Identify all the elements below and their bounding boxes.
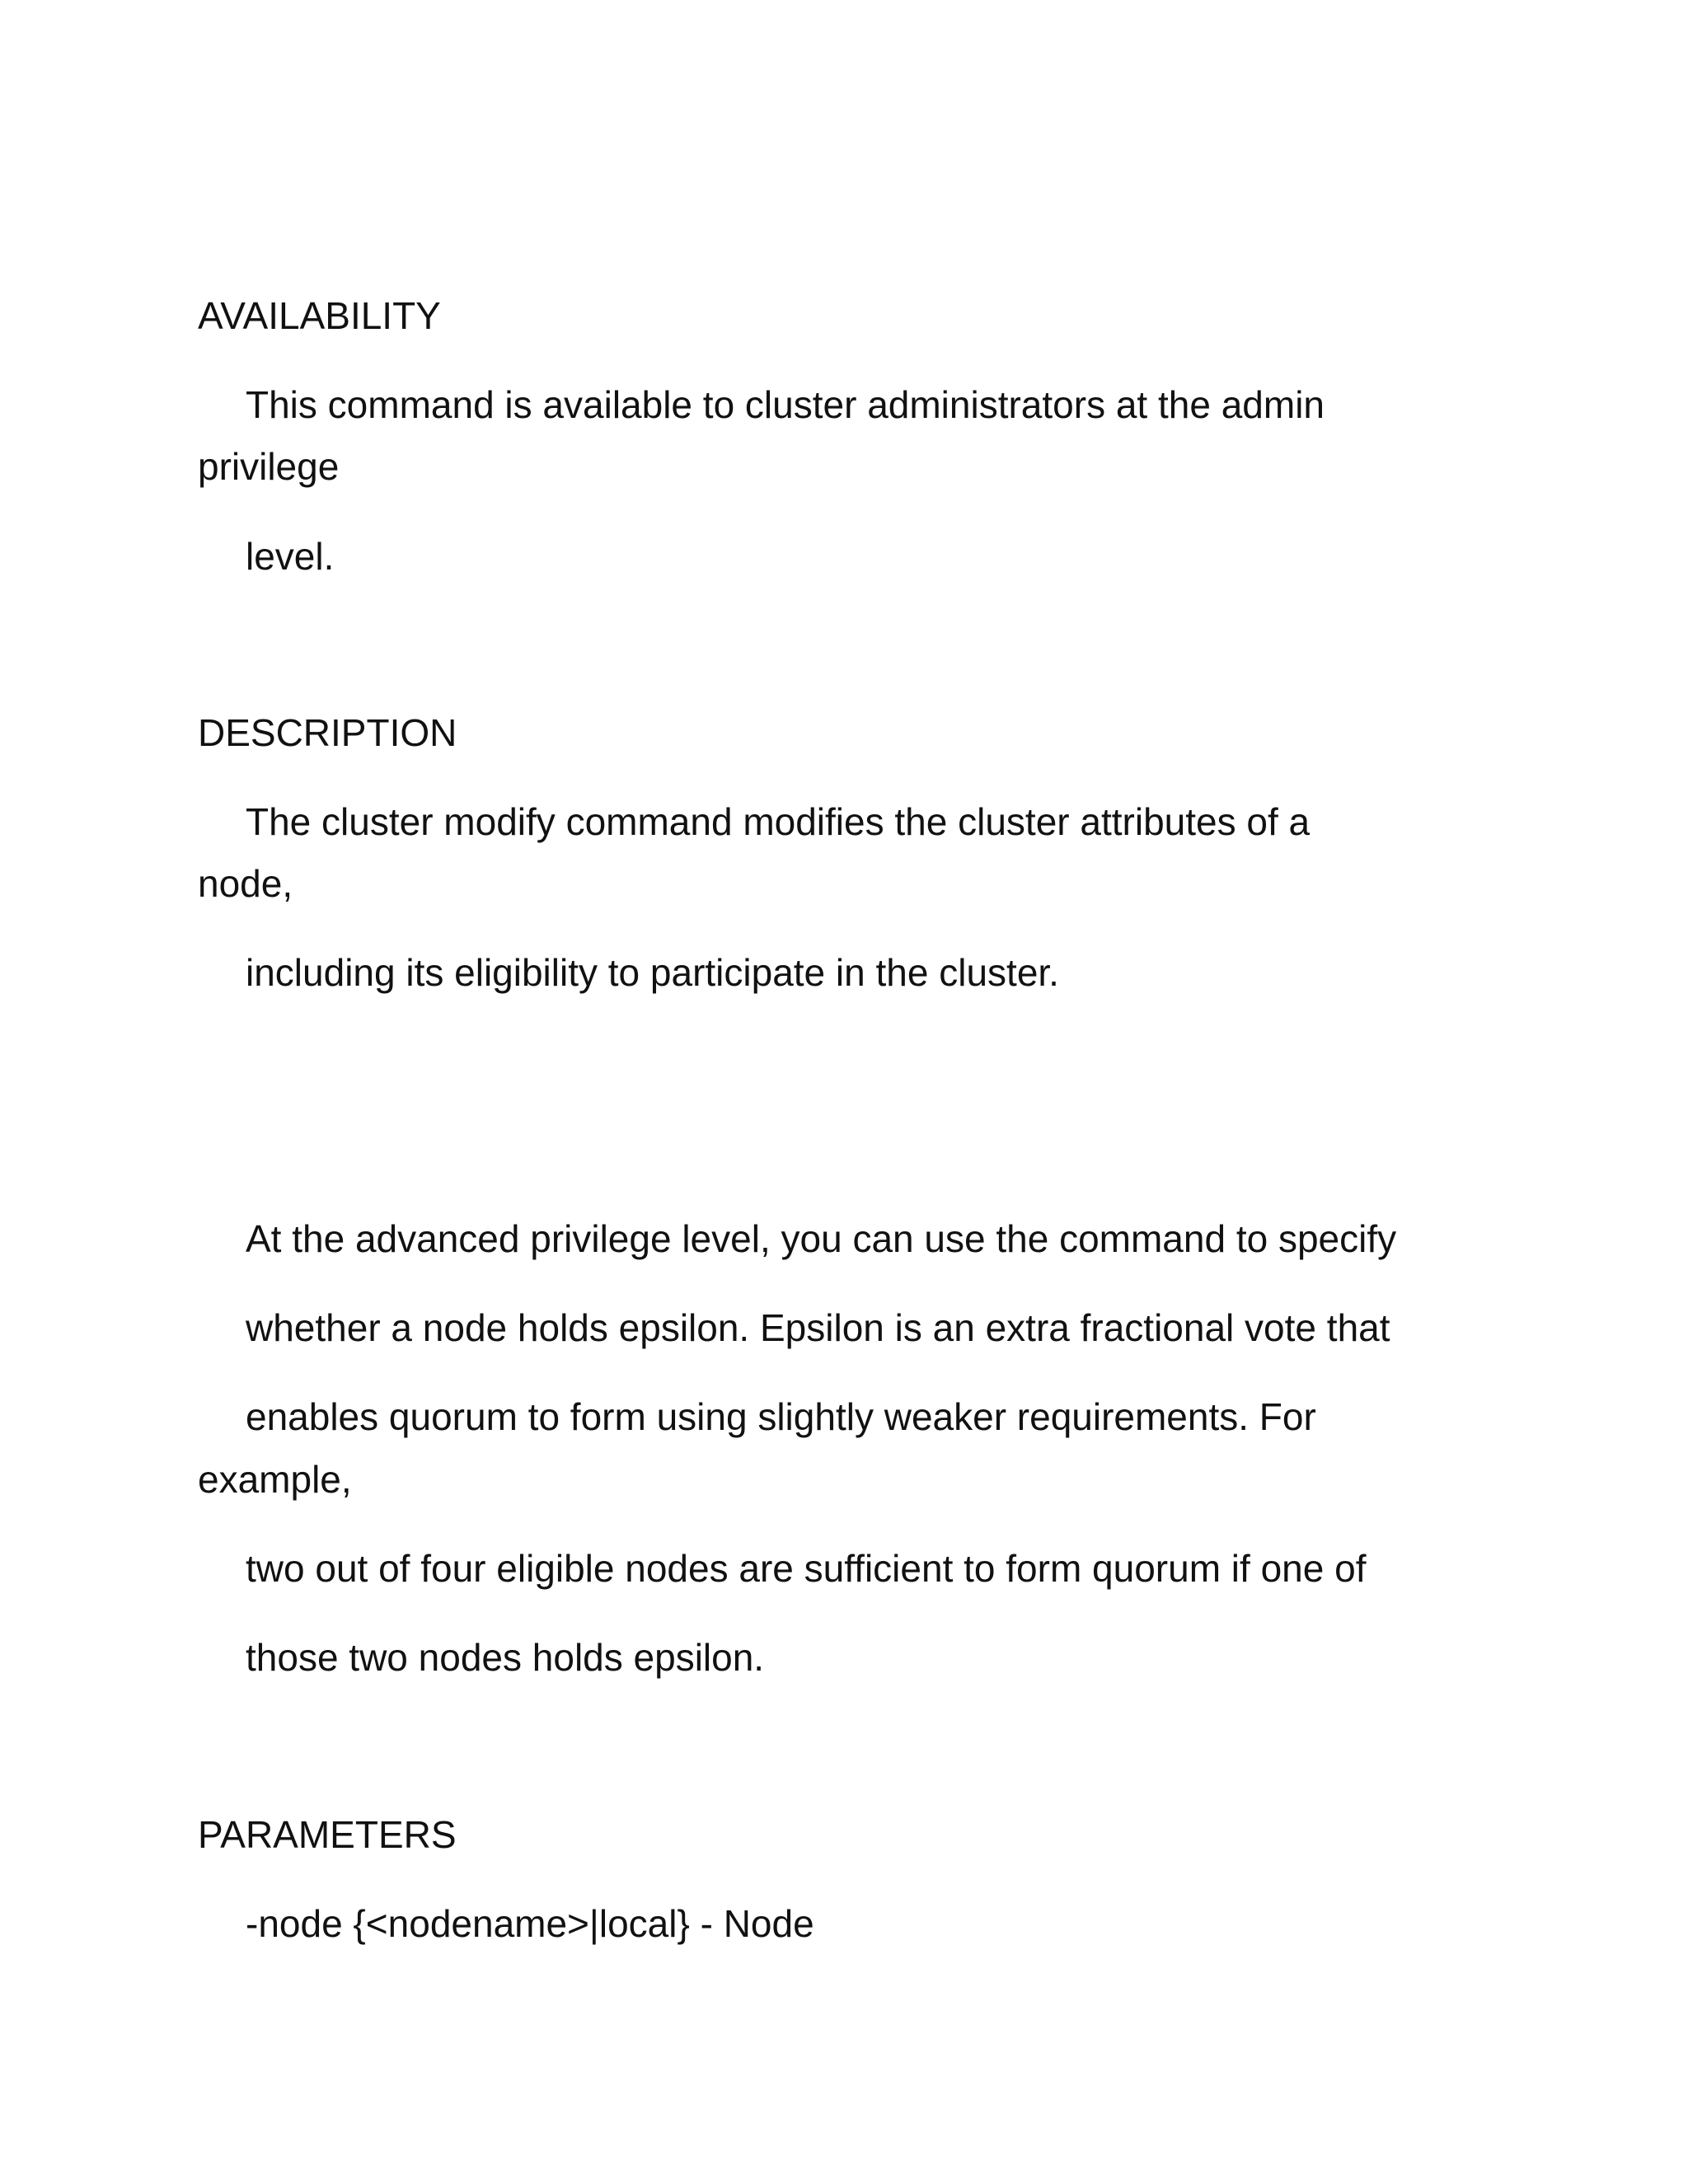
availability-line: privilege <box>198 445 340 488</box>
description-line: including its eligibility to participate in the cluster. <box>246 951 1059 994</box>
availability-heading: AVAILABILITY <box>198 294 441 337</box>
description-line: those two nodes holds epsilon. <box>246 1636 765 1679</box>
description-line: At the advanced privilege level, you can use the command to specify <box>246 1217 1397 1260</box>
description-line: whether a node holds epsilon. Epsilon is an extra fractional vote that <box>246 1306 1390 1349</box>
parameters-heading: PARAMETERS <box>198 1813 457 1856</box>
description-line: node, <box>198 862 293 905</box>
description-line: example, <box>198 1458 352 1501</box>
description-line: The cluster modify command modifies the cluster attributes of a <box>246 800 1311 843</box>
description-line: two out of four eligible nodes are sufficient to form quorum if one of <box>246 1547 1367 1590</box>
description-line: enables quorum to form using slightly weaker requirements. For <box>246 1395 1316 1438</box>
availability-line: level. <box>246 535 335 578</box>
availability-line: This command is available to cluster administrators at the admin <box>246 383 1325 426</box>
description-heading: DESCRIPTION <box>198 711 457 754</box>
parameter-node-line: -node {<nodename>|local} - Node <box>246 1902 814 1945</box>
